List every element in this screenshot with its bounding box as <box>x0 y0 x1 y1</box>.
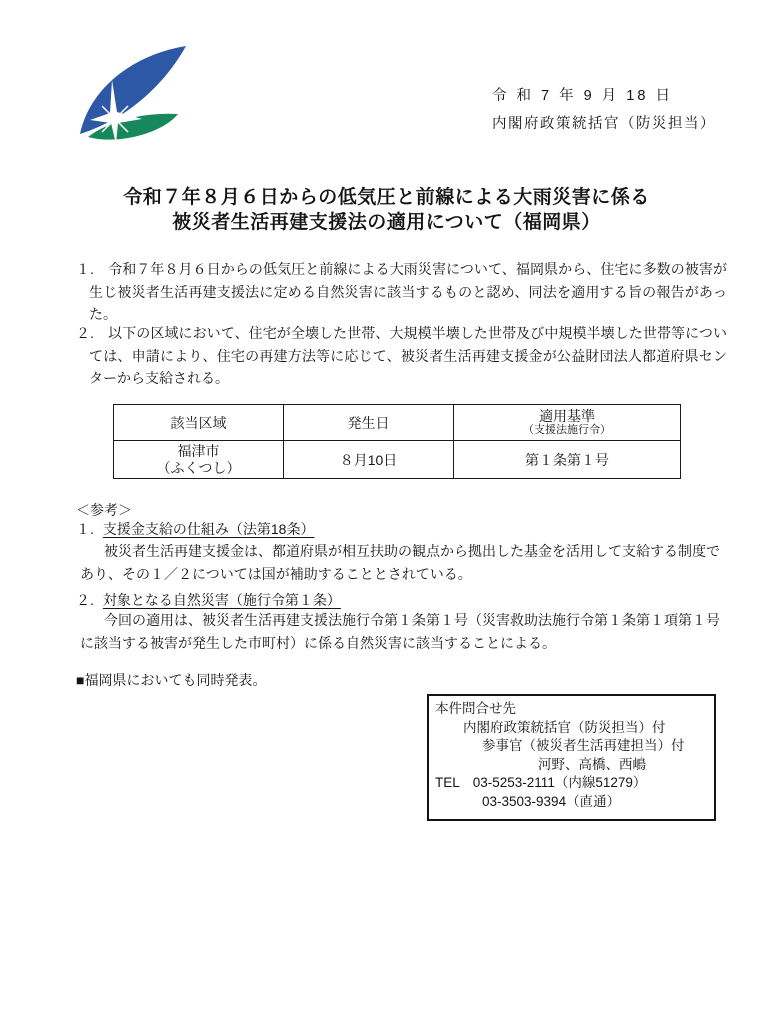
contact-phone-main: TEL 03-5253-2111（内線51279） <box>435 775 647 791</box>
issue-date: 令 和 7 年 9 月 18 日 <box>492 88 673 104</box>
document-title-line2: 被災者生活再建支援法の適用について（福岡県） <box>172 212 601 233</box>
contact-phone-direct: 03-3503-9394（直通） <box>482 793 621 809</box>
contact-staff-names: 河野、高橋、西嶋 <box>538 756 646 772</box>
reference-body-1: 被災者生活再建支援金は、都道府県が相互扶助の観点から拠出した基金を活用して支給する制度であり、その１／２については国が補助することとされている。 <box>80 543 720 582</box>
table-header-row <box>114 405 681 441</box>
cell-occurrence-date: ８月10日 <box>284 441 454 479</box>
document-header <box>492 82 716 138</box>
body-paragraph-2: ２. 以下の区域において、住宅が全壊した世帯、大規模半壊した世帯及び中規模半壊した世帯等については、申請により、住宅の再建方法等に応じて、被災者生活再建支援金が公益財団法人都道府県センターから支給される。 <box>76 325 727 386</box>
reference-heading-1-number: １. <box>76 521 94 537</box>
reference-heading-1-text: 支援金支給の仕組み（法第18条） <box>102 521 315 537</box>
reference-heading-1 <box>76 518 314 540</box>
cabinet-office-logo-icon <box>78 40 190 146</box>
header-area: 該当区域 <box>114 405 284 441</box>
application-table <box>113 404 681 479</box>
reference-heading-2 <box>76 589 341 611</box>
cell-criteria: 第１条第１号 <box>454 441 681 479</box>
header-criteria-main: 適用基準 <box>539 407 595 424</box>
cell-area-reading: （ふくつし） <box>156 459 241 476</box>
reference-label: ＜参考＞ <box>76 502 132 518</box>
document-title-line1: 令和７年８月６日からの低気圧と前線による大雨災害に係る <box>123 187 650 208</box>
contact-counselor: 参事官（被災者生活再建担当）付 <box>482 738 685 754</box>
reference-heading-2-text: 対象となる自然災害（施行令第１条） <box>102 592 341 608</box>
header-criteria-note: （支援法施行令） <box>523 424 611 437</box>
reference-body-2: 今回の適用は、被災者生活再建支援法施行令第１条第１号（災害救助法施行令第１条第１項第１号に該当する被害が発生した市町村）に係る自然災害に該当することによる。 <box>80 612 720 651</box>
cell-area <box>114 441 284 479</box>
header-criteria <box>454 405 681 441</box>
table-row <box>114 441 681 479</box>
reference-heading-2-number: ２. <box>76 592 94 608</box>
contact-title: 本件問合せ先 <box>435 701 516 716</box>
simultaneous-release-notice: ■福岡県においても同時発表。 <box>76 672 267 688</box>
document-title <box>0 185 773 235</box>
contact-box <box>427 694 716 821</box>
body-paragraph-1: １. 令和７年８月６日からの低気圧と前線による大雨災害について、福岡県から、住宅に多数の被害が生じ被災者生活再建支援法に定める自然災害に該当するものと認め、同法を適用する旨の報告があった。 <box>76 261 727 322</box>
header-occurrence-date: 発生日 <box>284 405 454 441</box>
issuing-office: 内閣府政策統括官（防災担当） <box>492 116 716 132</box>
contact-office: 内閣府政策統括官（防災担当）付 <box>463 719 666 735</box>
cell-area-name: 福津市 <box>177 443 220 459</box>
